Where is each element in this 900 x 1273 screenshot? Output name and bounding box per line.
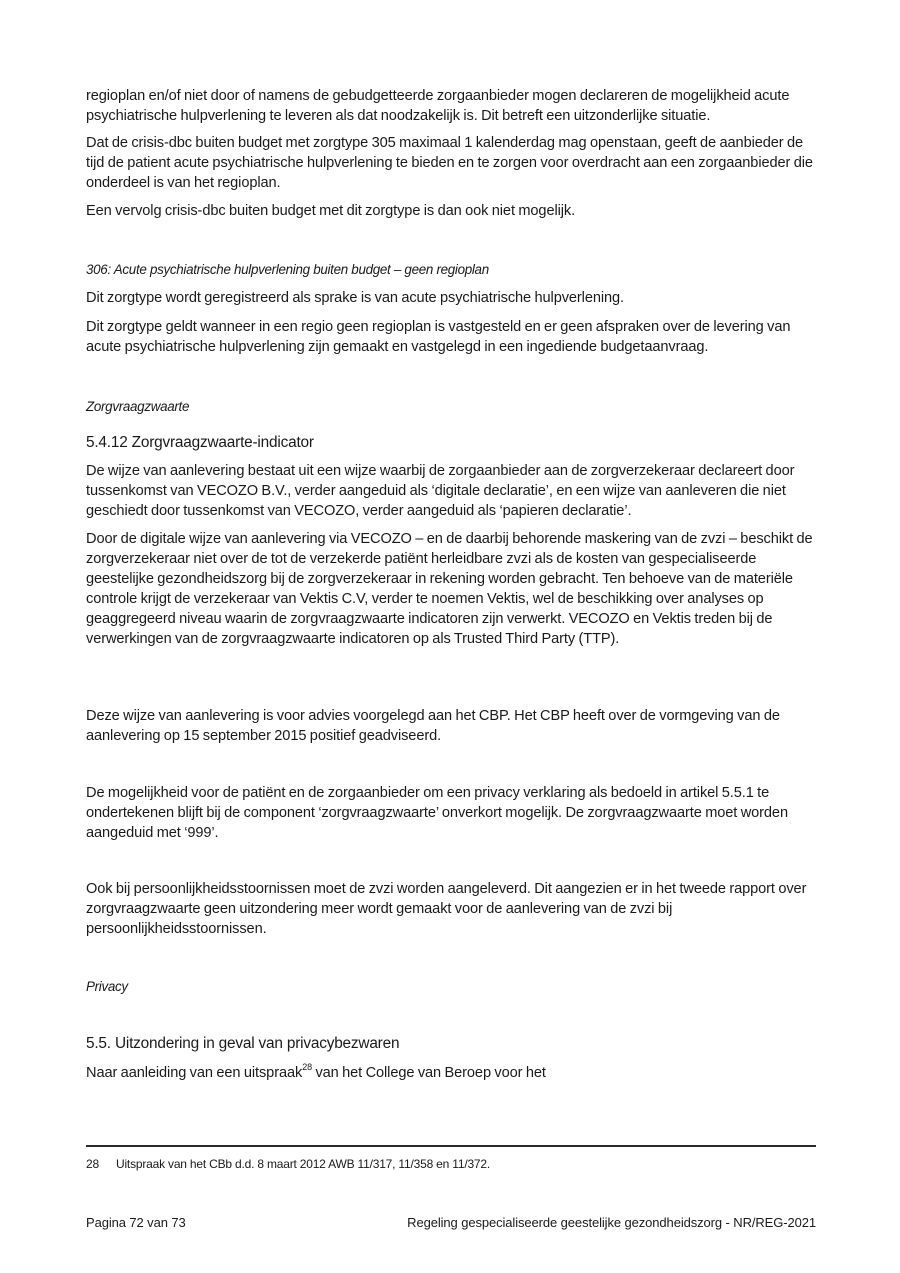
paragraph-text: Ook bij persoonlijkheidsstoornissen moet de zvzi worden aangeleverd. Dit aangezien er in het tweede rapport over zorgvraagzwaarte geen uitzondering meer wordt gemaakt voor de aanlevering van de zvzi bij persoonlijkheidsstoornissen. xyxy=(86,881,807,937)
paragraph-text: regioplan en/of niet door of namens de gebudgetteerde zorgaanbieder mogen declareren de mogelijkheid acute psychiatrische hulpverlening te leveren als dat noodzakelijk is. Dit betreft een uitzonderlijke situatie. xyxy=(86,88,790,124)
paragraph-persoonlijkheidsstoornissen xyxy=(86,879,816,948)
paragraph-text: De wijze van aanlevering bestaat uit een wijze waarbij de zorgaanbieder aan de zorgverzekeraar declareert door tussenkomst van VECOZO B.V., verder aangeduid als ‘digitale declaratie’, en een wijze van aanleveren die niet geschiedt door tussenkomst van VECOZO, verder aangeduid als ‘papieren declaratie’. xyxy=(86,463,795,519)
paragraph-privacy-verklaring xyxy=(86,783,816,852)
page-number: Pagina 72 van 73 xyxy=(86,1215,186,1230)
paragraph-vecozo-maskering xyxy=(86,529,816,658)
paragraph-306-registration xyxy=(86,288,816,317)
footnote-divider xyxy=(86,1145,816,1147)
paragraph-text: Dat de crisis-dbc buiten budget met zorgtype 305 maximaal 1 kalenderdag mag openstaan, geeft de aanbieder de tijd de patient acute psychiatrische hulpverlening te bieden en te zorgen voor overdracht aan een zorgaanbieder die onderdeel is van het regioplan. xyxy=(86,135,813,191)
paragraph-306-condition xyxy=(86,317,816,366)
paragraph-text-start: Naar aanleiding van een uitspraak xyxy=(86,1065,303,1081)
paragraph-text: Een vervolg crisis-dbc buiten budget met dit zorgtype is dan ook niet mogelijk. xyxy=(86,203,576,219)
paragraph-aanlevering-wijze xyxy=(86,461,816,530)
paragraph-text: Deze wijze van aanlevering is voor advies voorgelegd aan het CBP. Het CBP heeft over de vormgeving van de aanlevering op 15 september 2015 positief geadviseerd. xyxy=(86,708,780,744)
footnote-number: 28 xyxy=(86,1157,99,1171)
page-footer xyxy=(86,1213,816,1233)
paragraph-cbp-advies xyxy=(86,706,816,755)
footnote-reference-link[interactable]: 28 xyxy=(302,1062,312,1073)
paragraph-crisis-dbc xyxy=(86,133,816,202)
subheading-zorgvraagzwaarte: Zorgvraagzwaarte xyxy=(86,399,190,414)
paragraph-text: De mogelijkheid voor de patiënt en de zorgaanbieder om een privacy verklaring als bedoeld in artikel 5.5.1 te ondertekenen blijft bij de component ‘zorgvraagzwaarte’ onverkort mogelijk. De zorgvraagzwaarte moet worden aangeduid met ‘999’. xyxy=(86,785,788,841)
paragraph-text: Dit zorgtype wordt geregistreerd als sprake is van acute psychiatrische hulpverlening. xyxy=(86,290,624,306)
section-heading-5-5: 5.5. Uitzondering in geval van privacybezwaren xyxy=(86,1035,400,1052)
paragraph-text: Dit zorgtype geldt wanneer in een regio geen regioplan is vastgesteld en er geen afspraken over de levering van acute psychiatrische hulpverlening zijn gemaakt en vastgelegd in een ingediende budgetaanvraag. xyxy=(86,319,791,355)
paragraph-text xyxy=(86,1063,816,1083)
paragraph-regioplan-exception xyxy=(86,86,816,135)
subheading-zorgtype-306: 306: Acute psychiatrische hulpverlening buiten budget – geen regioplan xyxy=(86,262,489,277)
document-title: Regeling gespecialiseerde geestelijke gezondheidszorg - NR/REG-2021 xyxy=(407,1215,816,1230)
footnote-text: Uitspraak van het CBb d.d. 8 maart 2012 AWB 11/317, 11/358 en 11/372. xyxy=(116,1157,491,1171)
section-heading-5-4-12: 5.4.12 Zorgvraagzwaarte-indicator xyxy=(86,434,314,451)
paragraph-vervolg xyxy=(86,201,816,230)
subheading-privacy: Privacy xyxy=(86,979,128,994)
paragraph-uitspraak xyxy=(86,1063,816,1092)
paragraph-text: Door de digitale wijze van aanlevering via VECOZO – en de daarbij behorende maskering van de zvzi – beschikt de zorgverzekeraar niet over de tot de verzekerde patiënt herleidbare zvzi als de kosten van gespecialiseerde geestelijke gezondheidszorg bij de zorgverzekeraar in rekening worden gebracht. Ten behoeve van de materiële controle krijgt de verzekeraar van Vektis C.V, verder te noemen Vektis, wel de beschikking over analyses op geaggregeerd niveau waarin de zorgvraagzwaarte indicatoren zijn verwerkt. VECOZO en Vektis treden bij de verwerkingen van de zorgvraagzwaarte indicatoren op als Trusted Third Party (TTP). xyxy=(86,531,813,647)
footnote xyxy=(86,1154,490,1174)
paragraph-text-end: van het College van Beroep voor het xyxy=(312,1065,546,1081)
